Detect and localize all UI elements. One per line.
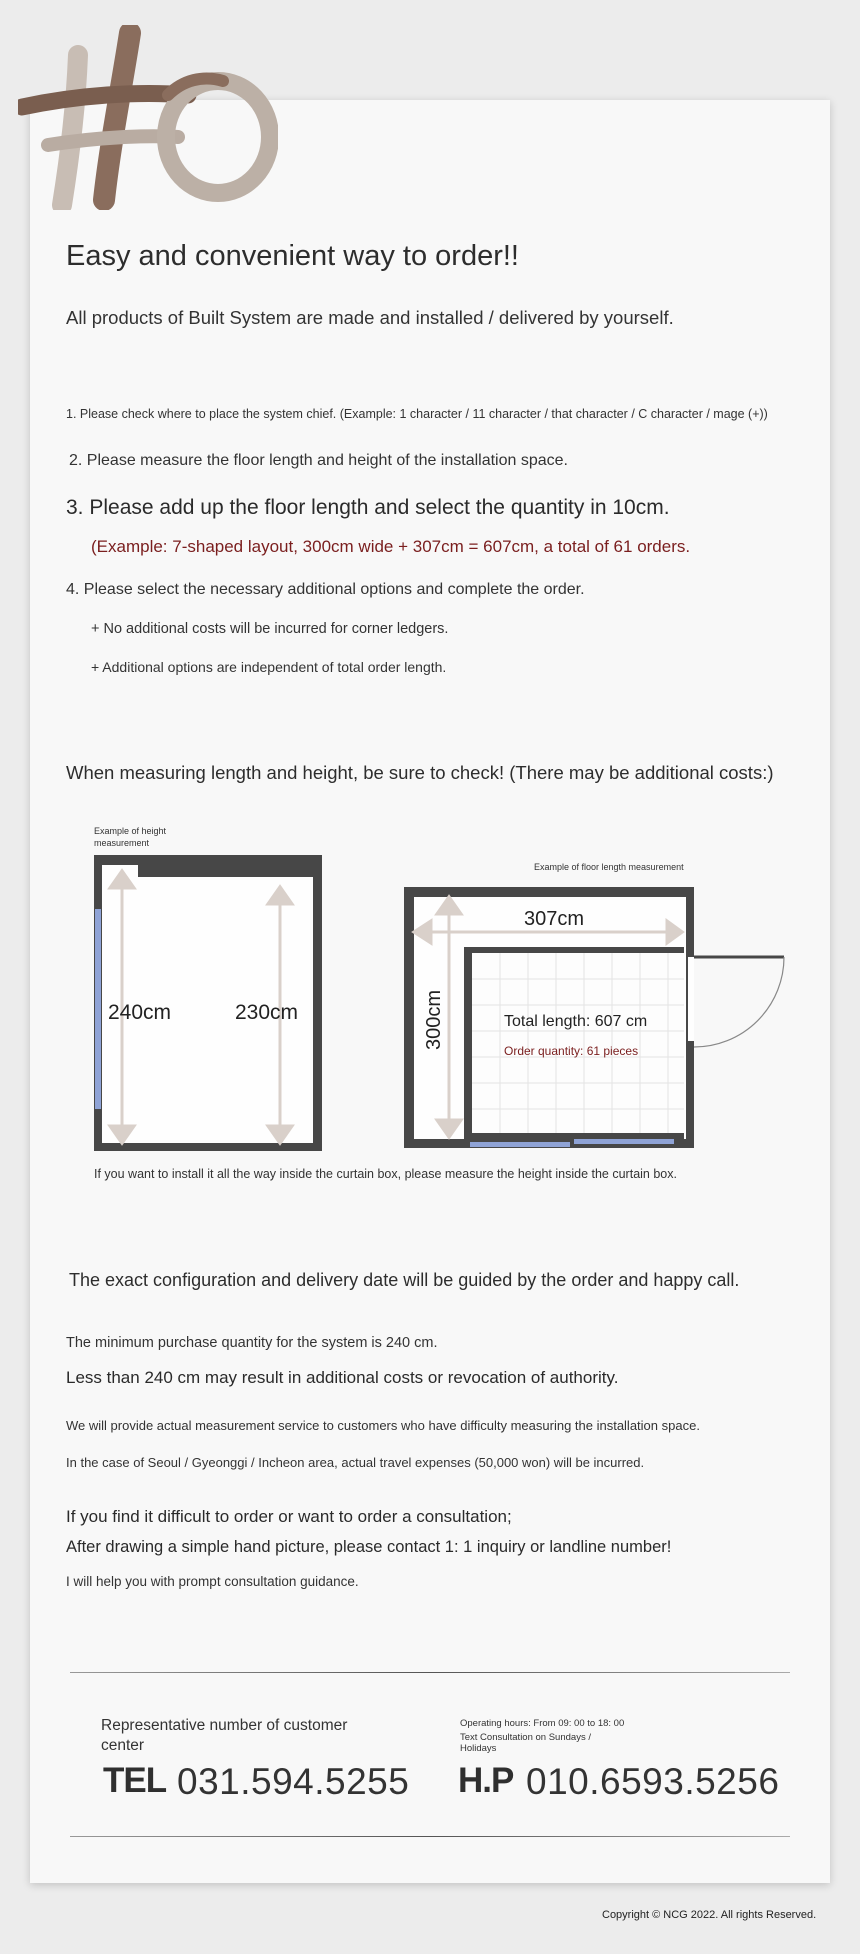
order-quantity-label: Order quantity: 61 pieces xyxy=(504,1044,639,1058)
floor-height-label: 300cm xyxy=(423,989,445,1050)
floor-measure-diagram xyxy=(404,885,796,1155)
divider-bottom xyxy=(70,1836,790,1837)
hp-number[interactable]: 010.6593.5256 xyxy=(526,1761,780,1802)
page-subtitle: All products of Built System are made and installed / delivered by yourself. xyxy=(66,307,674,328)
floor-width-label: 307cm xyxy=(524,908,585,930)
divider-top xyxy=(70,1672,790,1673)
tel-label: TEL xyxy=(103,1761,167,1800)
curtain-box-note: If you want to install it all the way inside the curtain box, please measure the height inside the curtain box. xyxy=(94,1167,677,1181)
step-2: 2. Please measure the floor length and height of the installation space. xyxy=(69,452,568,469)
step-1: 1. Please check where to place the system chief. (Example: 1 character / 11 character / that character / C character / mage (+)) xyxy=(66,407,768,421)
consultation-line-1: If you find it difficult to order or want to order a consultation; xyxy=(66,1507,512,1526)
step-4: 4. Please select the necessary additional options and complete the order. xyxy=(66,581,585,598)
brand-logo xyxy=(18,25,278,210)
step-4-note-corner: + No additional costs will be incurred for corner ledgers. xyxy=(91,621,449,637)
customer-center-label: Representative number of customer center xyxy=(101,1717,348,1754)
floor-example-label: Example of floor length measurement xyxy=(534,862,684,872)
measure-section-title: When measuring length and height, be sure to check! (There may be additional costs:) xyxy=(66,762,774,783)
copyright: Copyright © NCG 2022. All rights Reserved. xyxy=(602,1909,817,1921)
measurement-service-notice: We will provide actual measurement service to customers who have difficulty measuring the installation space. xyxy=(66,1418,700,1433)
hp-label: H.P xyxy=(458,1761,514,1800)
page-title: Easy and convenient way to order!! xyxy=(66,240,519,272)
text-consultation-hours: Text Consultation on Sundays / Holidays xyxy=(460,1732,591,1754)
height-measure-diagram xyxy=(94,855,324,1155)
tel-number[interactable]: 031.594.5255 xyxy=(177,1761,410,1802)
travel-expense-notice: In the case of Seoul / Gyeonggi / Incheon area, actual travel expenses (50,000 won) will be incurred. xyxy=(66,1455,645,1470)
configuration-notice: The exact configuration and delivery date will be guided by the order and happy call. xyxy=(69,1270,740,1290)
operating-hours: Operating hours: From 09: 00 to 18: 00 xyxy=(460,1718,625,1729)
additional-cost-warning: Less than 240 cm may result in additional costs or revocation of authority. xyxy=(66,1368,619,1387)
height-left-label: 240cm xyxy=(108,1001,172,1024)
total-length-label: Total length: 607 cm xyxy=(504,1013,648,1030)
step-3-example: (Example: 7-shaped layout, 300cm wide + 307cm = 607cm, a total of 61 orders. xyxy=(91,537,691,556)
step-4-note-options: + Additional options are independent of total order length. xyxy=(91,659,447,675)
consultation-line-3: I will help you with prompt consultation guidance. xyxy=(66,1574,359,1589)
height-example-label: Example of height measurement xyxy=(94,826,167,848)
step-3: 3. Please add up the floor length and select the quantity in 10cm. xyxy=(66,496,670,519)
minimum-quantity-notice: The minimum purchase quantity for the system is 240 cm. xyxy=(66,1335,438,1351)
height-right-label: 230cm xyxy=(235,1001,299,1024)
consultation-line-2: After drawing a simple hand picture, please contact 1: 1 inquiry or landline number! xyxy=(66,1538,672,1556)
